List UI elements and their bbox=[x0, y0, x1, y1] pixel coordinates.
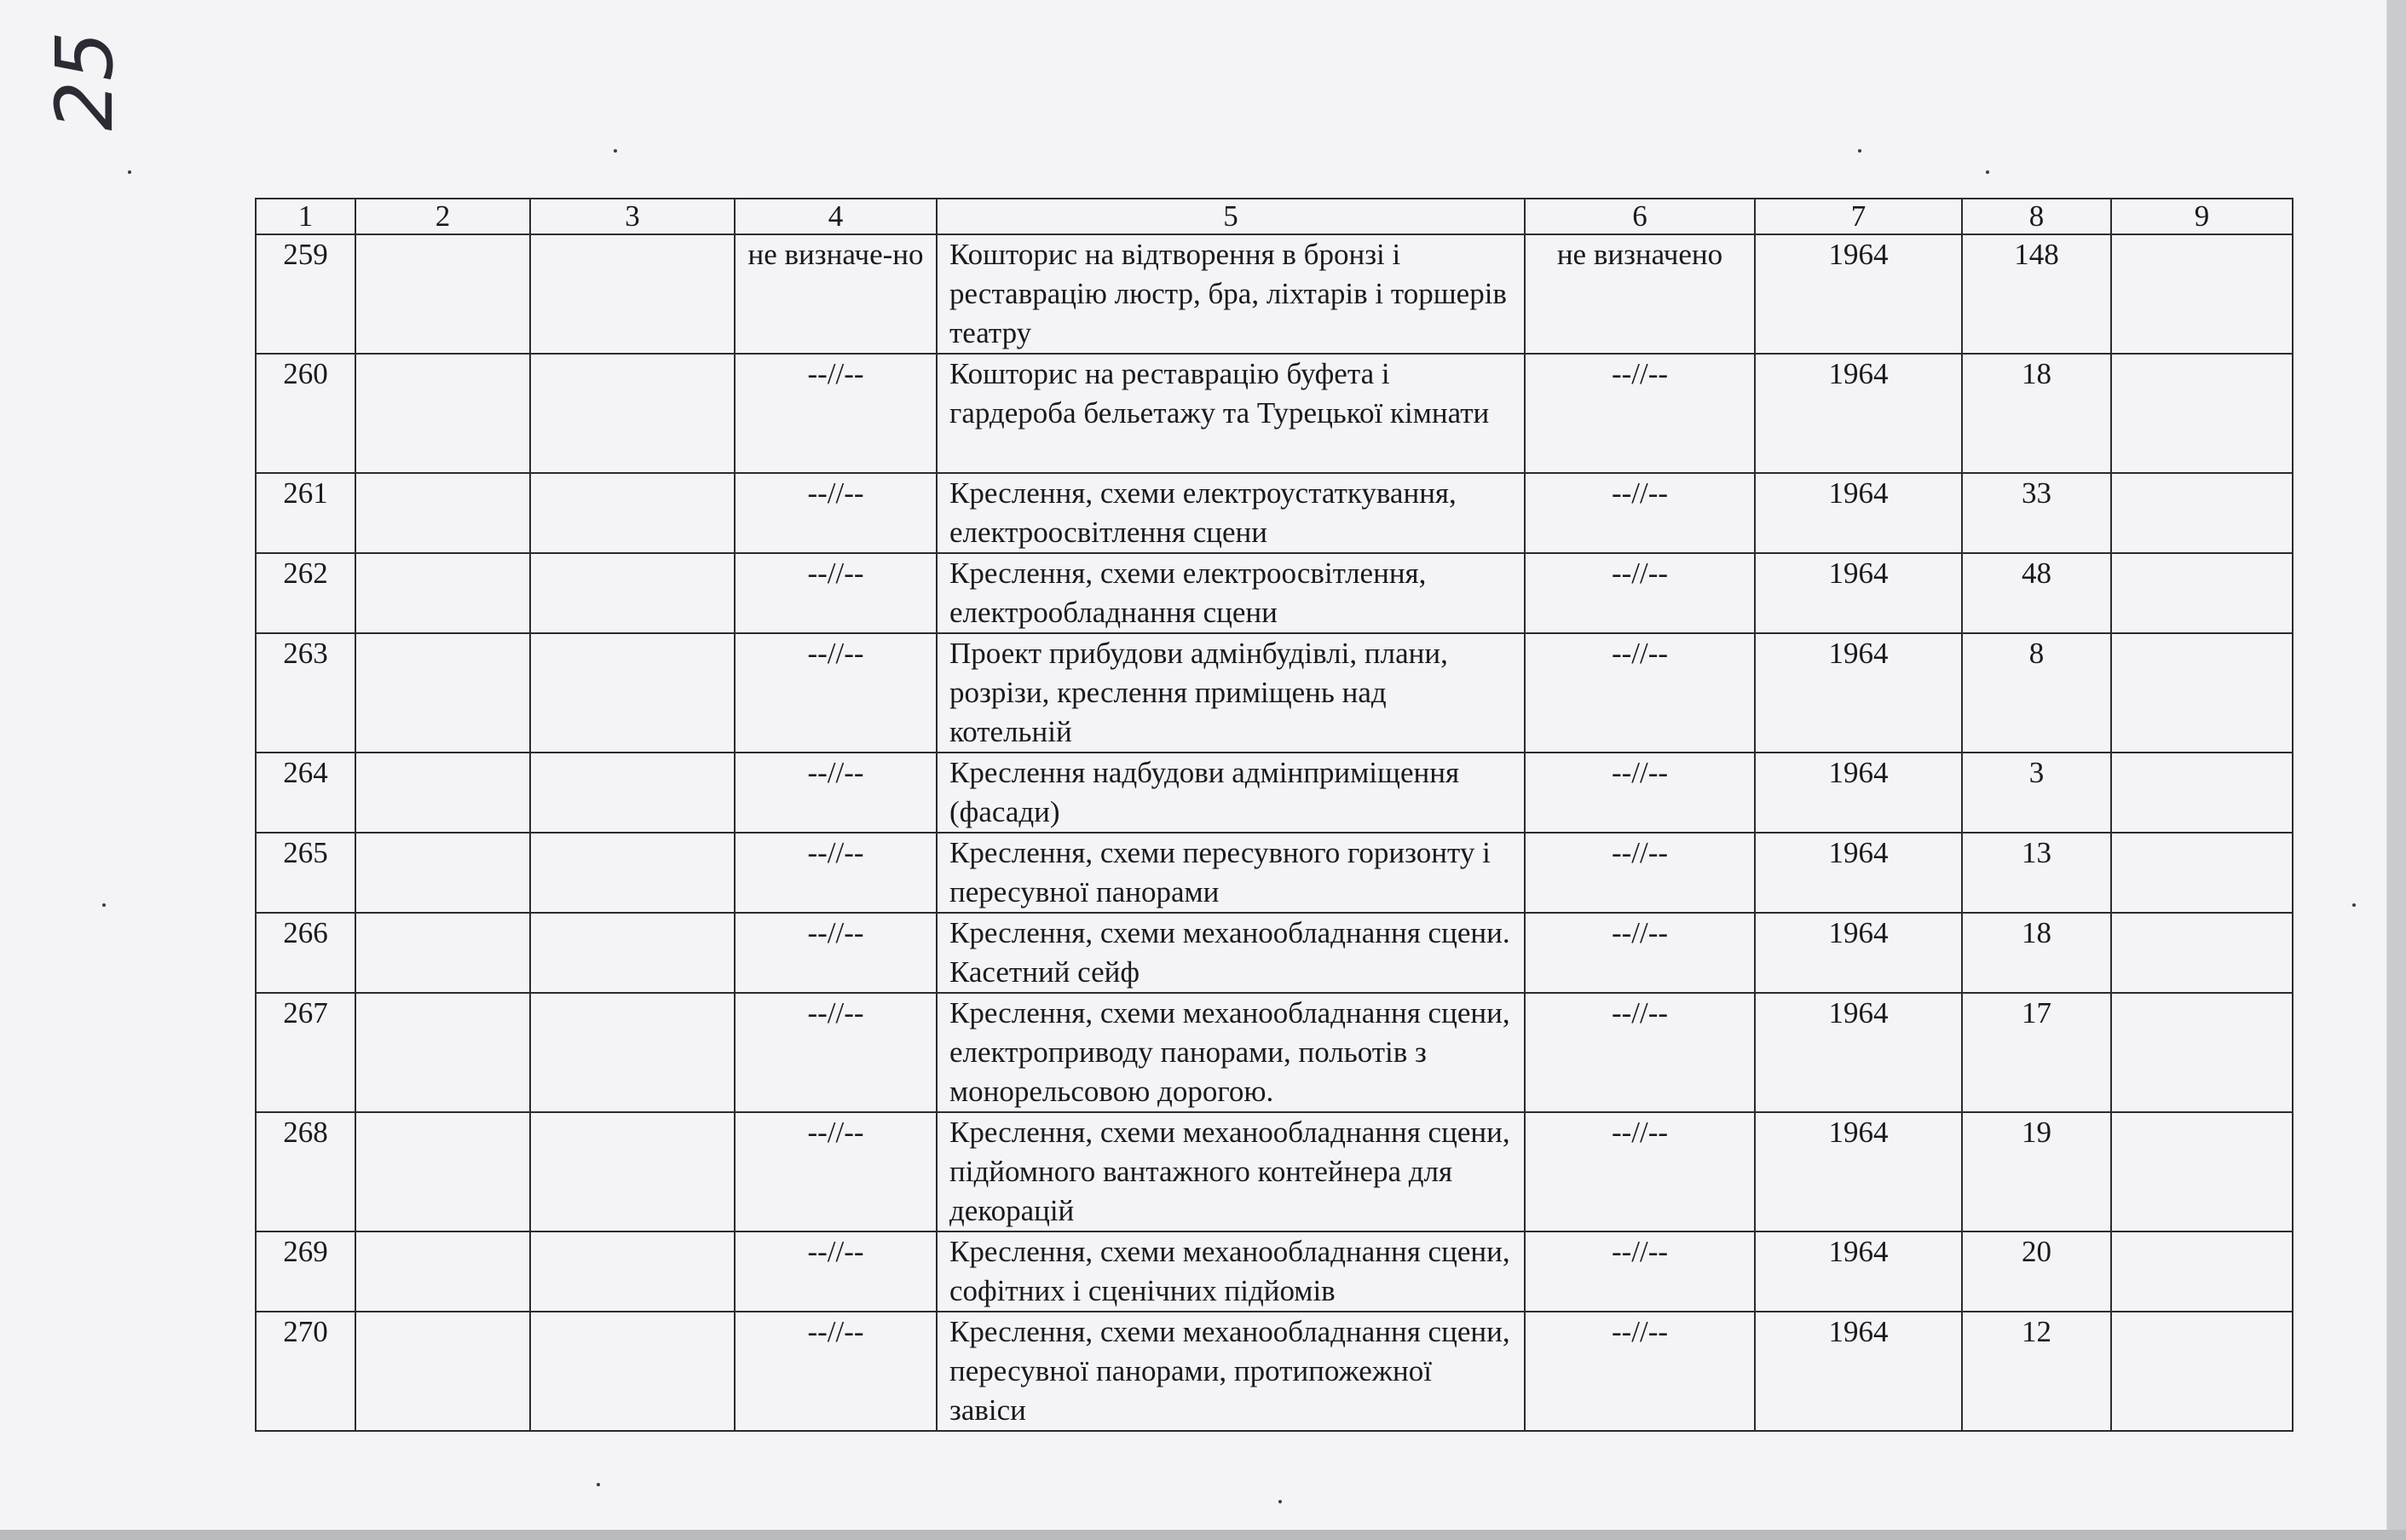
column-3-cell bbox=[530, 753, 735, 833]
sheet-count-cell: 3 bbox=[1962, 753, 2111, 833]
column-2-cell bbox=[355, 1312, 530, 1431]
table-row bbox=[256, 753, 2293, 833]
header-row bbox=[256, 199, 2293, 234]
record-number-cell: 269 bbox=[256, 1231, 355, 1312]
column-2-cell bbox=[355, 1112, 530, 1231]
scan-speck bbox=[1278, 1500, 1282, 1503]
table-row bbox=[256, 1231, 2293, 1312]
record-number-cell: 264 bbox=[256, 753, 355, 833]
year-cell: 1964 bbox=[1755, 833, 1962, 913]
description-cell: Кошторис на відтворення в бронзі і реставрацію люстр, бра, ліхтарів і торшерів театру bbox=[937, 234, 1525, 354]
column-9-cell bbox=[2111, 993, 2293, 1112]
year-cell: 1964 bbox=[1755, 633, 1962, 753]
column-2-cell bbox=[355, 993, 530, 1112]
column-4-cell: --//-- bbox=[735, 1112, 937, 1231]
column-3-cell bbox=[530, 1112, 735, 1231]
description-cell: Креслення, схеми механообладнання сцени. Касетний сейф bbox=[937, 913, 1525, 993]
scanner-bed-edge bbox=[0, 1530, 2406, 1540]
year-cell: 1964 bbox=[1755, 234, 1962, 354]
column-header-1: 1 bbox=[256, 199, 355, 234]
column-3-cell bbox=[530, 833, 735, 913]
column-6-cell: --//-- bbox=[1525, 753, 1755, 833]
column-9-cell bbox=[2111, 553, 2293, 633]
column-header-8: 8 bbox=[1962, 199, 2111, 234]
column-6-cell: --//-- bbox=[1525, 354, 1755, 473]
column-3-cell bbox=[530, 473, 735, 553]
column-4-cell: --//-- bbox=[735, 753, 937, 833]
column-3-cell bbox=[530, 553, 735, 633]
sheet-count-cell: 18 bbox=[1962, 913, 2111, 993]
year-cell: 1964 bbox=[1755, 473, 1962, 553]
record-number-cell: 265 bbox=[256, 833, 355, 913]
column-4-cell: --//-- bbox=[735, 553, 937, 633]
scan-speck bbox=[614, 149, 617, 153]
year-cell: 1964 bbox=[1755, 1112, 1962, 1231]
column-3-cell bbox=[530, 354, 735, 473]
page-number: 25 bbox=[39, 31, 130, 131]
sheet-count-cell: 48 bbox=[1962, 553, 2111, 633]
description-cell: Креслення, схеми механообладнання сцени, електроприводу панорами, польотів з монорельсовою дорогою. bbox=[937, 993, 1525, 1112]
description-cell: Креслення, схеми пересувного горизонту і пересувної панорами bbox=[937, 833, 1525, 913]
column-2-cell bbox=[355, 553, 530, 633]
sheet-count-cell: 33 bbox=[1962, 473, 2111, 553]
column-9-cell bbox=[2111, 473, 2293, 553]
year-cell: 1964 bbox=[1755, 1231, 1962, 1312]
column-2-cell bbox=[355, 833, 530, 913]
record-number-cell: 270 bbox=[256, 1312, 355, 1431]
sheet-count-cell: 19 bbox=[1962, 1112, 2111, 1231]
record-number-cell: 261 bbox=[256, 473, 355, 553]
year-cell: 1964 bbox=[1755, 913, 1962, 993]
scan-speck bbox=[102, 903, 106, 907]
column-3-cell bbox=[530, 1231, 735, 1312]
column-9-cell bbox=[2111, 1312, 2293, 1431]
scan-speck bbox=[1986, 170, 1989, 174]
column-4-cell: --//-- bbox=[735, 993, 937, 1112]
column-header-9: 9 bbox=[2111, 199, 2293, 234]
column-6-cell: --//-- bbox=[1525, 1112, 1755, 1231]
column-header-3: 3 bbox=[530, 199, 735, 234]
description-cell: Креслення, схеми механообладнання сцени, софітних і сценічних підйомів bbox=[937, 1231, 1525, 1312]
column-6-cell: --//-- bbox=[1525, 553, 1755, 633]
column-4-cell: --//-- bbox=[735, 473, 937, 553]
description-cell: Креслення, схеми механообладнання сцени, підйомного вантажного контейнера для декорацій bbox=[937, 1112, 1525, 1231]
scan-speck bbox=[128, 170, 131, 174]
table-row bbox=[256, 1112, 2293, 1231]
description-cell: Креслення, схеми електроосвітлення, електрообладнання сцени bbox=[937, 553, 1525, 633]
record-number-cell: 268 bbox=[256, 1112, 355, 1231]
column-header-7: 7 bbox=[1755, 199, 1962, 234]
column-3-cell bbox=[530, 633, 735, 753]
column-6-cell: --//-- bbox=[1525, 993, 1755, 1112]
record-number-cell: 266 bbox=[256, 913, 355, 993]
column-4-cell: --//-- bbox=[735, 1312, 937, 1431]
column-2-cell bbox=[355, 1231, 530, 1312]
column-9-cell bbox=[2111, 753, 2293, 833]
table-row bbox=[256, 234, 2293, 354]
record-number-cell: 263 bbox=[256, 633, 355, 753]
year-cell: 1964 bbox=[1755, 553, 1962, 633]
column-2-cell bbox=[355, 913, 530, 993]
sheet-count-cell: 12 bbox=[1962, 1312, 2111, 1431]
table-row bbox=[256, 1312, 2293, 1431]
column-6-cell: не визначено bbox=[1525, 234, 1755, 354]
year-cell: 1964 bbox=[1755, 354, 1962, 473]
column-9-cell bbox=[2111, 234, 2293, 354]
column-2-cell bbox=[355, 753, 530, 833]
column-9-cell bbox=[2111, 354, 2293, 473]
record-number-cell: 260 bbox=[256, 354, 355, 473]
sheet-count-cell: 8 bbox=[1962, 633, 2111, 753]
table-row bbox=[256, 553, 2293, 633]
sheet-count-cell: 13 bbox=[1962, 833, 2111, 913]
column-6-cell: --//-- bbox=[1525, 1312, 1755, 1431]
column-header-4: 4 bbox=[735, 199, 937, 234]
column-2-cell bbox=[355, 473, 530, 553]
column-6-cell: --//-- bbox=[1525, 833, 1755, 913]
archive-register-table bbox=[255, 198, 2293, 1432]
scan-speck bbox=[2352, 903, 2356, 907]
record-number-cell: 267 bbox=[256, 993, 355, 1112]
column-3-cell bbox=[530, 913, 735, 993]
column-2-cell bbox=[355, 234, 530, 354]
table-row bbox=[256, 833, 2293, 913]
year-cell: 1964 bbox=[1755, 753, 1962, 833]
column-2-cell bbox=[355, 633, 530, 753]
scan-speck bbox=[1858, 149, 1861, 153]
table-row bbox=[256, 993, 2293, 1112]
column-3-cell bbox=[530, 1312, 735, 1431]
column-3-cell bbox=[530, 234, 735, 354]
description-cell: Креслення, схеми механообладнання сцени, пересувної панорами, протипожежної завіси bbox=[937, 1312, 1525, 1431]
scan-speck bbox=[597, 1483, 600, 1486]
column-6-cell: --//-- bbox=[1525, 473, 1755, 553]
description-cell: Креслення, схеми електроустаткування, електроосвітлення сцени bbox=[937, 473, 1525, 553]
table-body bbox=[256, 234, 2293, 1431]
column-6-cell: --//-- bbox=[1525, 1231, 1755, 1312]
table-row bbox=[256, 633, 2293, 753]
column-header-6: 6 bbox=[1525, 199, 1755, 234]
column-9-cell bbox=[2111, 633, 2293, 753]
table-row bbox=[256, 473, 2293, 553]
column-6-cell: --//-- bbox=[1525, 913, 1755, 993]
year-cell: 1964 bbox=[1755, 1312, 1962, 1431]
table-row bbox=[256, 913, 2293, 993]
sheet-count-cell: 20 bbox=[1962, 1231, 2111, 1312]
column-4-cell: --//-- bbox=[735, 354, 937, 473]
description-cell: Проект прибудови адмінбудівлі, плани, розрізи, креслення приміщень над котельній bbox=[937, 633, 1525, 753]
column-header-2: 2 bbox=[355, 199, 530, 234]
record-number-cell: 259 bbox=[256, 234, 355, 354]
column-6-cell: --//-- bbox=[1525, 633, 1755, 753]
year-cell: 1964 bbox=[1755, 993, 1962, 1112]
column-2-cell bbox=[355, 354, 530, 473]
sheet-count-cell: 18 bbox=[1962, 354, 2111, 473]
record-number-cell: 262 bbox=[256, 553, 355, 633]
column-4-cell: --//-- bbox=[735, 913, 937, 993]
sheet-count-cell: 148 bbox=[1962, 234, 2111, 354]
column-3-cell bbox=[530, 993, 735, 1112]
column-header-5: 5 bbox=[937, 199, 1525, 234]
column-4-cell: --//-- bbox=[735, 833, 937, 913]
column-9-cell bbox=[2111, 1112, 2293, 1231]
description-cell: Креслення надбудови адмінприміщення (фасади) bbox=[937, 753, 1525, 833]
description-cell: Кошторис на реставрацію буфета і гардероба бельетажу та Турецької кімнати bbox=[937, 354, 1525, 473]
column-4-cell: --//-- bbox=[735, 1231, 937, 1312]
sheet-count-cell: 17 bbox=[1962, 993, 2111, 1112]
column-9-cell bbox=[2111, 913, 2293, 993]
column-4-cell: --//-- bbox=[735, 633, 937, 753]
table-row bbox=[256, 354, 2293, 473]
column-9-cell bbox=[2111, 1231, 2293, 1312]
column-4-cell: не визначе-но bbox=[735, 234, 937, 354]
column-9-cell bbox=[2111, 833, 2293, 913]
